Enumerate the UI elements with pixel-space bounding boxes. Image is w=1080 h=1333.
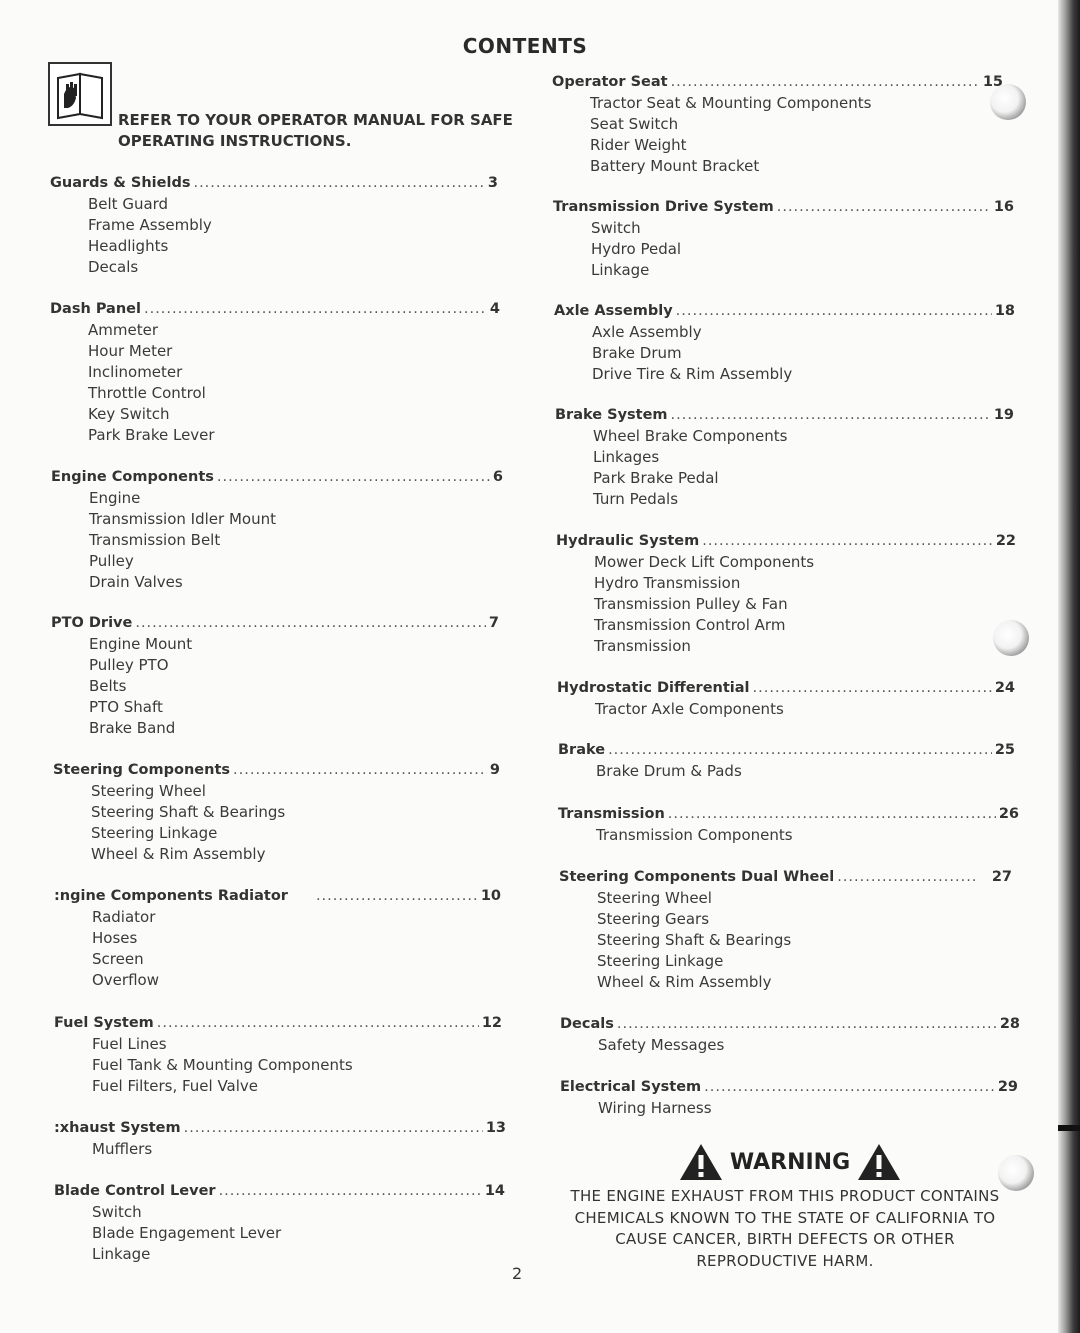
section-title: Transmission Drive System bbox=[553, 199, 774, 215]
toc-section bbox=[555, 405, 1014, 510]
toc-section bbox=[54, 1181, 505, 1265]
toc-item: Brake Band bbox=[89, 719, 176, 737]
section-title: Blade Control Lever bbox=[54, 1183, 216, 1199]
toc-item: Belt Guard bbox=[88, 195, 169, 213]
toc-item: Screen bbox=[92, 950, 144, 968]
toc-item: Battery Mount Bracket bbox=[590, 157, 760, 175]
edge-tab-mark bbox=[1058, 1125, 1080, 1131]
toc-item: Overflow bbox=[92, 971, 159, 989]
toc-section bbox=[552, 72, 1003, 177]
toc-section bbox=[50, 173, 498, 278]
toc-item: Steering Wheel bbox=[597, 889, 712, 907]
toc-item: Pulley PTO bbox=[89, 656, 169, 674]
toc-item: Headlights bbox=[88, 237, 169, 255]
toc-item: Wheel Brake Components bbox=[593, 427, 788, 445]
toc-item: Transmission Idler Mount bbox=[89, 510, 276, 528]
section-page: 18 bbox=[994, 303, 1015, 319]
section-title: Steering Components Dual Wheel bbox=[559, 869, 835, 885]
toc-item: Ammeter bbox=[88, 321, 158, 339]
toc-section bbox=[54, 1118, 506, 1160]
section-page: 26 bbox=[998, 806, 1019, 822]
toc-item: Transmission Pulley & Fan bbox=[594, 595, 788, 613]
toc-section bbox=[554, 301, 1015, 385]
section-title: PTO Drive bbox=[51, 615, 133, 631]
toc-item: Steering Gears bbox=[597, 910, 710, 928]
section-page: 28 bbox=[999, 1016, 1020, 1032]
section-page: 9 bbox=[489, 762, 500, 778]
section-title: Engine Components bbox=[51, 469, 214, 485]
toc-item: Brake Drum & Pads bbox=[596, 762, 742, 780]
toc-item: Hydro Transmission bbox=[594, 574, 741, 592]
warning-triangle-icon bbox=[678, 1142, 724, 1182]
toc-item: Engine Mount bbox=[89, 635, 193, 653]
warning-heading bbox=[660, 1140, 920, 1184]
toc-item: Belts bbox=[89, 677, 127, 695]
toc-section bbox=[54, 886, 501, 991]
page-title: CONTENTS bbox=[462, 34, 588, 58]
toc-item: Frame Assembly bbox=[88, 216, 212, 234]
toc-item: Linkage bbox=[591, 261, 650, 279]
toc-item: Pulley bbox=[89, 552, 134, 570]
toc-item: Park Brake Lever bbox=[88, 426, 215, 444]
section-title: Guards & Shields bbox=[50, 175, 191, 191]
section-page: 15 bbox=[982, 74, 1003, 90]
section-title: Transmission bbox=[558, 806, 665, 822]
warning-title: WARNING bbox=[729, 1149, 851, 1175]
section-title: Hydraulic System bbox=[556, 533, 700, 549]
section-page: 16 bbox=[993, 199, 1014, 215]
toc-item: Safety Messages bbox=[598, 1036, 725, 1054]
section-title: Fuel System bbox=[54, 1015, 154, 1031]
toc-item: Transmission Components bbox=[596, 826, 793, 844]
toc-item: Fuel Lines bbox=[92, 1035, 167, 1053]
page-binding-edge bbox=[1058, 0, 1080, 1333]
toc-item: Wiring Harness bbox=[598, 1099, 712, 1117]
toc-item: Key Switch bbox=[88, 405, 170, 423]
toc-item: Radiator bbox=[92, 908, 156, 926]
section-title: Brake System bbox=[555, 407, 668, 423]
toc-item: Steering Shaft & Bearings bbox=[91, 803, 286, 821]
toc-section bbox=[53, 760, 500, 865]
safety-note: REFER TO YOUR OPERATOR MANUAL FOR SAFE OPERATING INSTRUCTIONS. bbox=[118, 111, 513, 150]
toc-item: Decals bbox=[88, 258, 139, 276]
toc-item: Mower Deck Lift Components bbox=[594, 553, 815, 571]
toc-item: Drain Valves bbox=[89, 573, 183, 591]
section-title: Dash Panel bbox=[50, 301, 141, 317]
toc-item: Wheel & Rim Assembly bbox=[597, 973, 772, 991]
toc-item: Rider Weight bbox=[590, 136, 687, 154]
toc-item: Blade Engagement Lever bbox=[92, 1224, 282, 1242]
section-title: Axle Assembly bbox=[554, 303, 673, 319]
section-page: 10 bbox=[480, 888, 501, 904]
toc-section bbox=[558, 804, 1019, 846]
toc-section bbox=[50, 299, 500, 446]
toc-item: Engine bbox=[89, 489, 141, 507]
toc-item: Throttle Control bbox=[88, 384, 206, 402]
toc-item: Linkage bbox=[92, 1245, 151, 1263]
toc-item: Transmission bbox=[594, 637, 691, 655]
section-title: Decals bbox=[560, 1016, 614, 1032]
page-number: 2 bbox=[512, 1264, 523, 1283]
toc-item: Steering Shaft & Bearings bbox=[597, 931, 792, 949]
section-page: 7 bbox=[488, 615, 499, 631]
toc-item: Hydro Pedal bbox=[591, 240, 682, 258]
toc-item: Tractor Axle Components bbox=[595, 700, 784, 718]
binder-hole bbox=[998, 1155, 1034, 1191]
toc-item: Switch bbox=[591, 219, 641, 237]
toc-item: PTO Shaft bbox=[89, 698, 163, 716]
toc-section bbox=[560, 1014, 1020, 1056]
section-page: 27 bbox=[991, 869, 1012, 885]
section-page: 24 bbox=[994, 680, 1015, 696]
warning-text: THE ENGINE EXHAUST FROM THIS PRODUCT CONTAINS CHEMICALS KNOWN TO THE STATE OF CALIFORNIA TO CAUSE CANCER, BIRTH DEFECTS OR OTHER REPRODUCTIVE HARM. bbox=[570, 1187, 1000, 1270]
toc-item: Transmission Belt bbox=[89, 531, 221, 549]
toc-item: Steering Wheel bbox=[91, 782, 206, 800]
toc-item: Turn Pedals bbox=[593, 490, 679, 508]
toc-item: Steering Linkage bbox=[91, 824, 218, 842]
section-page: 14 bbox=[484, 1183, 505, 1199]
toc-section bbox=[559, 867, 1012, 993]
section-title: :ngine Components Radiator bbox=[54, 888, 288, 904]
toc-item: Drive Tire & Rim Assembly bbox=[592, 365, 793, 383]
section-title: Electrical System bbox=[560, 1079, 702, 1095]
toc-item: Hour Meter bbox=[88, 342, 173, 360]
warning-triangle-icon bbox=[856, 1142, 902, 1182]
section-page: 22 bbox=[995, 533, 1016, 549]
section-title: Steering Components bbox=[53, 762, 231, 778]
toc-item: Mufflers bbox=[92, 1140, 153, 1158]
toc-item: Steering Linkage bbox=[597, 952, 724, 970]
toc-item: Hoses bbox=[92, 929, 138, 947]
toc-section bbox=[51, 467, 503, 593]
toc-section bbox=[557, 678, 1015, 720]
toc-item: Transmission Control Arm bbox=[594, 616, 786, 634]
section-page: 12 bbox=[481, 1015, 502, 1031]
operator-manual-icon bbox=[48, 62, 112, 126]
toc-section bbox=[51, 613, 499, 739]
section-title: Operator Seat bbox=[552, 74, 668, 90]
section-title: :xhaust System bbox=[54, 1120, 181, 1136]
toc-item: Wheel & Rim Assembly bbox=[91, 845, 266, 863]
section-page: 19 bbox=[993, 407, 1014, 423]
section-page: 4 bbox=[489, 301, 500, 317]
section-page: 29 bbox=[997, 1079, 1018, 1095]
toc-section bbox=[556, 531, 1016, 657]
toc-item: Inclinometer bbox=[88, 363, 183, 381]
toc-section bbox=[54, 1013, 502, 1097]
toc-item: Linkages bbox=[593, 448, 660, 466]
toc-item: Tractor Seat & Mounting Components bbox=[590, 94, 872, 112]
toc-section bbox=[560, 1077, 1018, 1119]
toc-item: Switch bbox=[92, 1203, 142, 1221]
toc-section bbox=[553, 197, 1014, 281]
toc-item: Fuel Tank & Mounting Components bbox=[92, 1056, 353, 1074]
toc-item: Seat Switch bbox=[590, 115, 679, 133]
section-page: 25 bbox=[994, 742, 1015, 758]
section-title: Hydrostatic Differential bbox=[557, 680, 750, 696]
section-page: 6 bbox=[492, 469, 503, 485]
toc-item: Park Brake Pedal bbox=[593, 469, 719, 487]
section-page: 13 bbox=[485, 1120, 506, 1136]
toc-item: Axle Assembly bbox=[592, 323, 702, 341]
toc-item: Fuel Filters, Fuel Valve bbox=[92, 1077, 259, 1095]
toc-item: Brake Drum bbox=[592, 344, 682, 362]
section-page: 3 bbox=[487, 175, 498, 191]
toc-section bbox=[558, 740, 1015, 782]
section-title: Brake bbox=[558, 742, 606, 758]
